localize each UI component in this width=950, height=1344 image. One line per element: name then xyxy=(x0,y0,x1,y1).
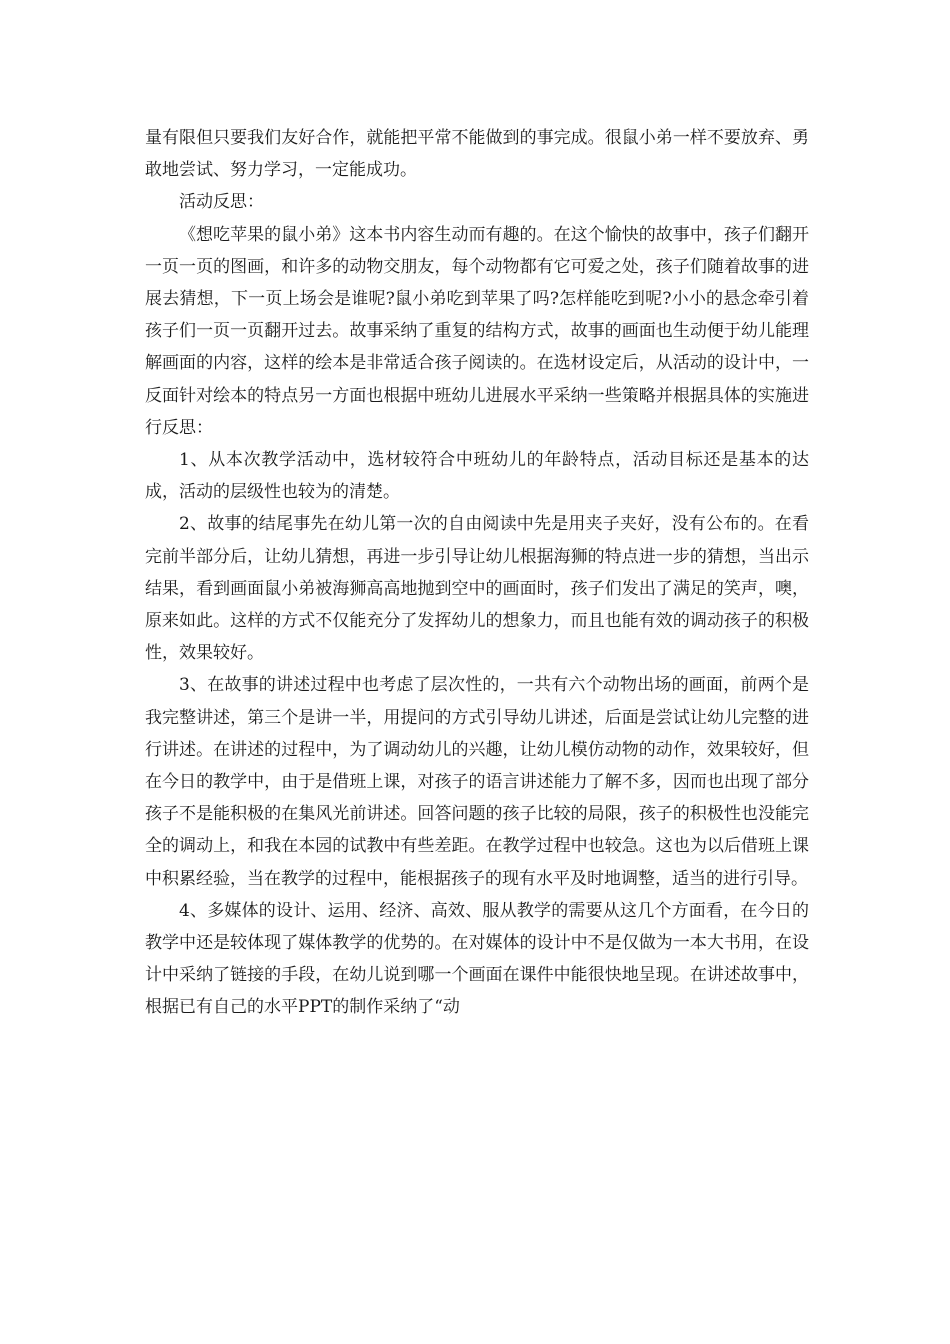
paragraph-continuation: 量有限但只要我们友好合作，就能把平常不能做到的事完成。很鼠小弟一样不要放弃、勇敢地尝试、努力学习，一定能成功。 xyxy=(145,128,809,181)
paragraph-point-1: 1、从本次教学活动中，选材较符合中班幼儿的年龄特点，活动目标还是基本的达成，活动的层级性也较为的清楚。 xyxy=(145,450,809,503)
paragraph-book-intro: 《想吃苹果的鼠小弟》这本书内容生动而有趣的。在这个愉快的故事中，孩子们翻开一页一页的图画，和许多的动物交朋友，每个动物都有它可爱之处，孩子们随着故事的进展去猜想，下一页上场会是谁呢?鼠小弟吃到苹果了吗?怎样能吃到呢?小小的悬念牵引着孩子们一页一页翻开过去。故事采纳了重复的结构方式，故事的画面也生动便于幼儿能理解画面的内容，这样的绘本是非常适合孩子阅读的。在选材设定后，从活动的设计中，一反面针对绘本的特点另一方面也根据中班幼儿进展水平采纳一些策略并根据具体的实施进行反思： xyxy=(145,224,809,438)
paragraph-point-2: 2、故事的结尾事先在幼儿第一次的自由阅读中先是用夹子夹好，没有公布的。在看完前半部分后，让幼儿猜想，再进一步引导让幼儿根据海狮的特点进一步的猜想，当出示结果，看到画面鼠小弟被海狮高高地抛到空中的画面时，孩子们发出了满足的笑声，噢，原来如此。这样的方式不仅能充分了发挥幼儿的想象力，而且也能有效的调动孩子的积极性，效果较好。 xyxy=(145,514,809,664)
section-heading-activity-reflection: 活动反思： xyxy=(179,192,264,213)
document-body xyxy=(145,122,809,1024)
paragraph-point-4: 4、多媒体的设计、运用、经济、高效、服从教学的需要从这几个方面看，在今日的教学中还是较体现了媒体教学的优势的。在对媒体的设计中不是仅做为一本大书用，在设计中采纳了链接的手段，在幼儿说到哪一个画面在课件中能很快地呈现。在讲述故事中，根据已有自己的水平PPT的制作采纳了“动 xyxy=(145,900,809,1018)
paragraph-point-3: 3、在故事的讲述过程中也考虑了层次性的，一共有六个动物出场的画面，前两个是我完整讲述，第三个是讲一半，用提问的方式引导幼儿讲述，后面是尝试让幼儿完整的进行讲述。在讲述的过程中，为了调动幼儿的兴趣，让幼儿模仿动物的动作，效果较好，但在今日的教学中，由于是借班上课，对孩子的语言讲述能力了解不多，因而也出现了部分孩子不是能积极的在集风光前讲述。回答问题的孩子比较的局限，孩子的积极性也没能完全的调动上，和我在本园的试教中有些差距。在教学过程中也较急。这也为以后借班上课中积累经验，当在教学的过程中，能根据孩子的现有水平及时地调整，适当的进行引导。 xyxy=(145,675,809,889)
